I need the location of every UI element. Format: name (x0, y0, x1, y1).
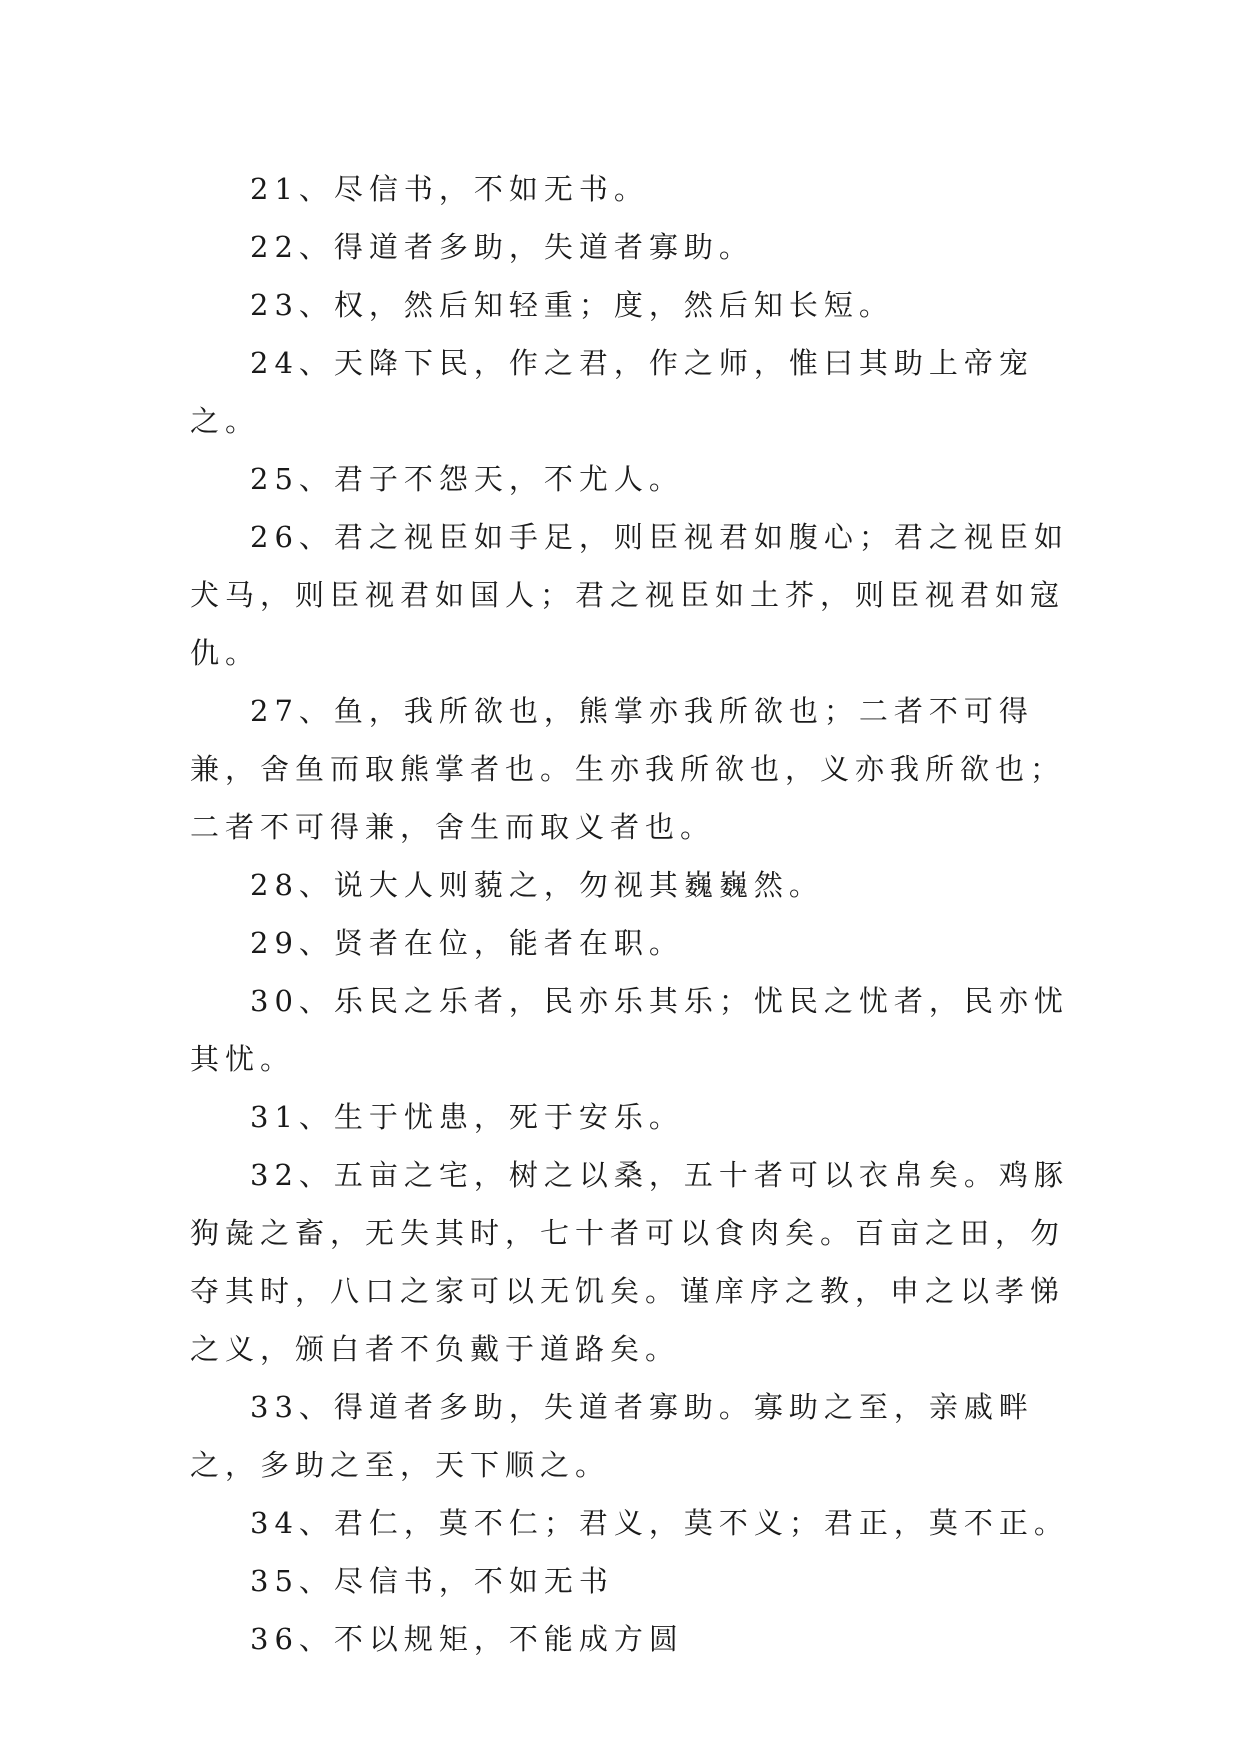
quote-32: 32、五亩之宅，树之以桑，五十者可以衣帛矣。鸡豚狗彘之畜，无失其时，七十者可以食肉矣。百亩之田，勿夺其时，八口之家可以无饥矣。谨庠序之教，申之以孝悌之义，颁白者不负戴于道路矣。 (190, 1158, 1069, 1366)
quote-33: 33、得道者多助，失道者寡助。寡助之至，亲戚畔之，多助之至，天下顺之。 (190, 1390, 1034, 1482)
quote-22: 22、得道者多助，失道者寡助。 (250, 230, 754, 264)
quote-27: 27、鱼，我所欲也，熊掌亦我所欲也；二者不可得兼，舍鱼而取熊掌者也。生亦我所欲也，义亦我所欲也；二者不可得兼，舍生而取义者也。 (190, 694, 1066, 844)
document-body (190, 160, 1070, 1668)
quote-34: 34、君仁，莫不仁；君义，莫不义；君正，莫不正。 (250, 1506, 1069, 1540)
quote-29: 29、贤者在位，能者在职。 (250, 926, 684, 960)
quote-28: 28、说大人则藐之，勿视其巍巍然。 (250, 868, 824, 902)
quote-36: 36、不以规矩，不能成方圆 (250, 1622, 684, 1656)
quote-31: 31、生于忧患，死于安乐。 (250, 1100, 684, 1134)
quote-35: 35、尽信书，不如无书 (250, 1564, 614, 1598)
quote-26: 26、君之视臣如手足，则臣视君如腹心；君之视臣如犬马，则臣视君如国人；君之视臣如土芥，则臣视君如寇仇。 (190, 520, 1069, 670)
quote-24: 24、天降下民，作之君，作之师，惟曰其助上帝宠之。 (190, 346, 1034, 438)
quote-25: 25、君子不怨天，不尤人。 (250, 462, 684, 496)
quote-30: 30、乐民之乐者，民亦乐其乐；忧民之忧者，民亦忧其忧。 (190, 984, 1069, 1076)
quote-21: 21、尽信书，不如无书。 (250, 172, 649, 206)
quote-23: 23、权，然后知轻重；度，然后知长短。 (250, 288, 894, 322)
